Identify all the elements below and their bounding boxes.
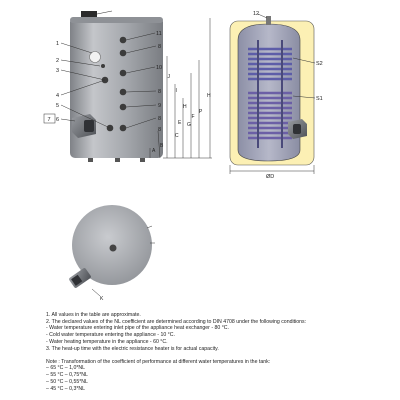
note-line: 2. The declared values of the NL coefficient are determined according to DIN 4708 under the following conditions: — [46, 318, 307, 325]
top-connection-box — [81, 11, 97, 18]
connection-icon — [120, 89, 127, 96]
svg-text:8: 8 — [158, 89, 162, 95]
transformation-item: – 45 °C – 0,3*NL — [46, 385, 85, 392]
svg-text:8: 8 — [158, 116, 162, 122]
svg-text:10: 10 — [156, 65, 163, 71]
svg-text:4: 4 — [56, 93, 60, 99]
section-view — [230, 11, 323, 180]
svg-text:3: 3 — [56, 68, 60, 74]
electric-heater — [72, 114, 96, 138]
svg-text:1: 1 — [56, 41, 60, 47]
sensor-icon — [101, 64, 105, 68]
anode-cap — [90, 52, 101, 63]
transformation-item: – 55 °C – 0,75*NL — [46, 372, 88, 379]
svg-text:H: H — [207, 93, 211, 99]
section-label-s1: S1 — [316, 96, 323, 102]
tank-body — [70, 17, 163, 158]
section-label-12: 12 — [253, 11, 260, 17]
svg-text:G: G — [187, 122, 191, 128]
svg-text:J: J — [167, 74, 170, 80]
svg-text:11: 11 — [156, 31, 162, 37]
left-callouts — [56, 41, 59, 123]
svg-text:5: 5 — [56, 103, 60, 109]
transformation-item: – 65 °C – 1,0*NL — [46, 365, 85, 372]
note-line: 1. All values in the table are approximate. — [46, 312, 141, 318]
svg-text:8: 8 — [158, 127, 162, 133]
notes-block — [46, 312, 396, 392]
tank-foot-left — [88, 158, 93, 162]
svg-text:B: B — [160, 143, 164, 149]
label-7-badge — [44, 114, 55, 123]
tank-top-cap — [70, 17, 163, 23]
plan-center-port — [110, 245, 117, 252]
connection-icon — [120, 37, 127, 44]
connection-icon — [120, 70, 127, 77]
diameter-label: ØD — [266, 174, 275, 180]
svg-text:7: 7 — [47, 117, 51, 123]
top-connection-leader — [97, 11, 112, 14]
note-line: 3. The heat-up time with the electric resistance heater is for actual capacity. — [46, 345, 219, 352]
svg-text:C: C — [175, 133, 179, 139]
svg-text:9: 9 — [158, 103, 162, 109]
section-heater — [288, 119, 307, 139]
connection-icon — [120, 50, 127, 57]
note-line: - Cold water temperature entering the appliance - 10 °C. — [46, 332, 175, 339]
plan-dim-k: K — [100, 296, 104, 302]
note-line: - Water heating temperature in the appliance - 60 °C. — [46, 338, 168, 345]
svg-text:I: I — [175, 88, 177, 94]
svg-text:F: F — [191, 114, 195, 120]
section-label-s2: S2 — [316, 61, 323, 67]
connection-icon — [120, 104, 127, 111]
svg-text:8: 8 — [158, 44, 162, 50]
svg-text:A: A — [152, 148, 156, 154]
note-line: - Water temperature entering inlet pipe of the appliance heat exchanger - 80 °C. — [46, 325, 229, 332]
svg-text:6: 6 — [56, 117, 60, 123]
transformation-item: – 50 °C – 0,55*NL — [46, 378, 88, 385]
plan-view — [68, 205, 155, 302]
svg-text:E: E — [178, 120, 182, 126]
tank-foot-mid — [115, 158, 120, 162]
svg-text:P: P — [199, 109, 203, 115]
top-port — [266, 16, 271, 25]
transformation-title: Note : Transformation of the coefficient of performance at different water temperatures in the tank: — [46, 358, 271, 365]
svg-text:2: 2 — [56, 58, 60, 64]
svg-text:H: H — [183, 104, 187, 110]
tank-foot-right — [140, 158, 145, 162]
upper-coil — [248, 49, 292, 79]
front-view — [44, 11, 212, 162]
connection-icon — [120, 125, 127, 132]
